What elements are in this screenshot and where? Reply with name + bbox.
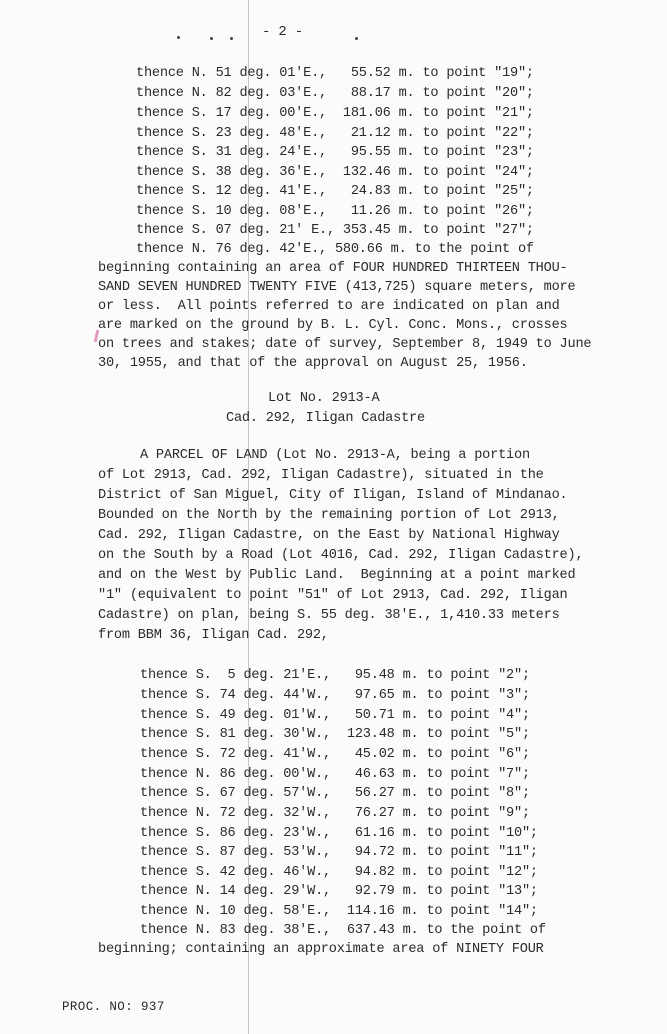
speck	[177, 36, 180, 39]
paragraph-line: and on the West by Public Land. Beginning at a point marked	[98, 568, 576, 583]
bearing-line: thence S. 17 deg. 00'E., 181.06 m. to point "21";	[136, 106, 534, 121]
bearing-line: thence S. 31 deg. 24'E., 95.55 m. to point "23";	[136, 145, 534, 160]
paragraph-line: Cadastre) on plan, being S. 55 deg. 38'E., 1,410.33 meters	[98, 608, 560, 623]
bearing-line: thence S. 74 deg. 44'W., 97.65 m. to point "3";	[140, 688, 530, 703]
bearing-line: thence N. 14 deg. 29'W., 92.79 m. to point "13";	[140, 884, 538, 899]
paragraph-line: of Lot 2913, Cad. 292, Iligan Cadastre), situated in the	[98, 468, 544, 483]
process-number: PROC. NO: 937	[62, 1000, 165, 1014]
page-number: - 2 -	[262, 24, 304, 40]
bearing-line: thence N. 83 deg. 38'E., 637.43 m. to the point of	[140, 923, 546, 938]
bearing-line: thence S. 12 deg. 41'E., 24.83 m. to point "25";	[136, 184, 534, 199]
speck	[355, 37, 358, 40]
bearing-line: thence N. 51 deg. 01'E., 55.52 m. to point "19";	[136, 66, 534, 81]
paragraph-line: Bounded on the North by the remaining portion of Lot 2913,	[98, 508, 560, 523]
paragraph-line: SAND SEVEN HUNDRED TWENTY FIVE (413,725) square meters, more	[98, 280, 576, 295]
paragraph-line: District of San Miguel, City of Iligan, Island of Mindanao.	[98, 488, 568, 503]
paragraph-line: A PARCEL OF LAND (Lot No. 2913-A, being a portion	[140, 448, 530, 463]
paragraph-line: Cad. 292, Iligan Cadastre, on the East by National Highway	[98, 528, 560, 543]
bearing-line: thence S. 10 deg. 08'E., 11.26 m. to point "26";	[136, 204, 534, 219]
bearing-line: thence S. 67 deg. 57'W., 56.27 m. to point "8";	[140, 786, 530, 801]
paragraph-line: from BBM 36, Iligan Cad. 292,	[98, 628, 329, 643]
bearing-line: thence N. 72 deg. 32'W., 76.27 m. to point "9";	[140, 806, 530, 821]
paragraph-line: beginning containing an area of FOUR HUNDRED THIRTEEN THOU-	[98, 261, 568, 276]
bearing-line: thence N. 86 deg. 00'W., 46.63 m. to point "7";	[140, 767, 530, 782]
bearing-line: thence S. 42 deg. 46'W., 94.82 m. to point "12";	[140, 865, 538, 880]
paragraph-line: are marked on the ground by B. L. Cyl. Conc. Mons., crosses	[98, 318, 568, 333]
bearing-line: thence S. 81 deg. 30'W., 123.48 m. to point "5";	[140, 727, 530, 742]
cadastre-heading: Cad. 292, Iligan Cadastre	[226, 411, 425, 426]
bearing-line: thence N. 76 deg. 42'E., 580.66 m. to the point of	[136, 242, 534, 257]
bearing-line: thence N. 82 deg. 03'E., 88.17 m. to point "20";	[136, 86, 534, 101]
bearing-line: thence S. 38 deg. 36'E., 132.46 m. to point "24";	[136, 165, 534, 180]
speck	[210, 37, 213, 40]
bearing-line: thence S. 72 deg. 41'W., 45.02 m. to point "6";	[140, 747, 530, 762]
bearing-line: thence S. 5 deg. 21'E., 95.48 m. to point "2";	[140, 668, 530, 683]
bearing-line: thence S. 86 deg. 23'W., 61.16 m. to point "10";	[140, 826, 538, 841]
lot-heading: Lot No. 2913-A	[268, 391, 380, 406]
bearing-line: thence S. 87 deg. 53'W., 94.72 m. to point "11";	[140, 845, 538, 860]
bearing-line: thence S. 49 deg. 01'W., 50.71 m. to point "4";	[140, 708, 530, 723]
paragraph-line: or less. All points referred to are indicated on plan and	[98, 299, 560, 314]
paragraph-line: 30, 1955, and that of the approval on August 25, 1956.	[98, 356, 528, 371]
bearing-line: thence S. 23 deg. 48'E., 21.12 m. to point "22";	[136, 126, 534, 141]
paragraph-line: on trees and stakes; date of survey, September 8, 1949 to June	[98, 337, 592, 352]
paragraph-line: on the South by a Road (Lot 4016, Cad. 292, Iligan Cadastre),	[98, 548, 584, 563]
paragraph-line: "1" (equivalent to point "51" of Lot 2913, Cad. 292, Iligan	[98, 588, 568, 603]
bearing-line: thence N. 10 deg. 58'E., 114.16 m. to point "14";	[140, 904, 538, 919]
closing-line: beginning; containing an approximate area of NINETY FOUR	[98, 942, 544, 957]
speck	[230, 37, 233, 40]
bearing-line: thence S. 07 deg. 21' E., 353.45 m. to point "27";	[136, 223, 534, 238]
